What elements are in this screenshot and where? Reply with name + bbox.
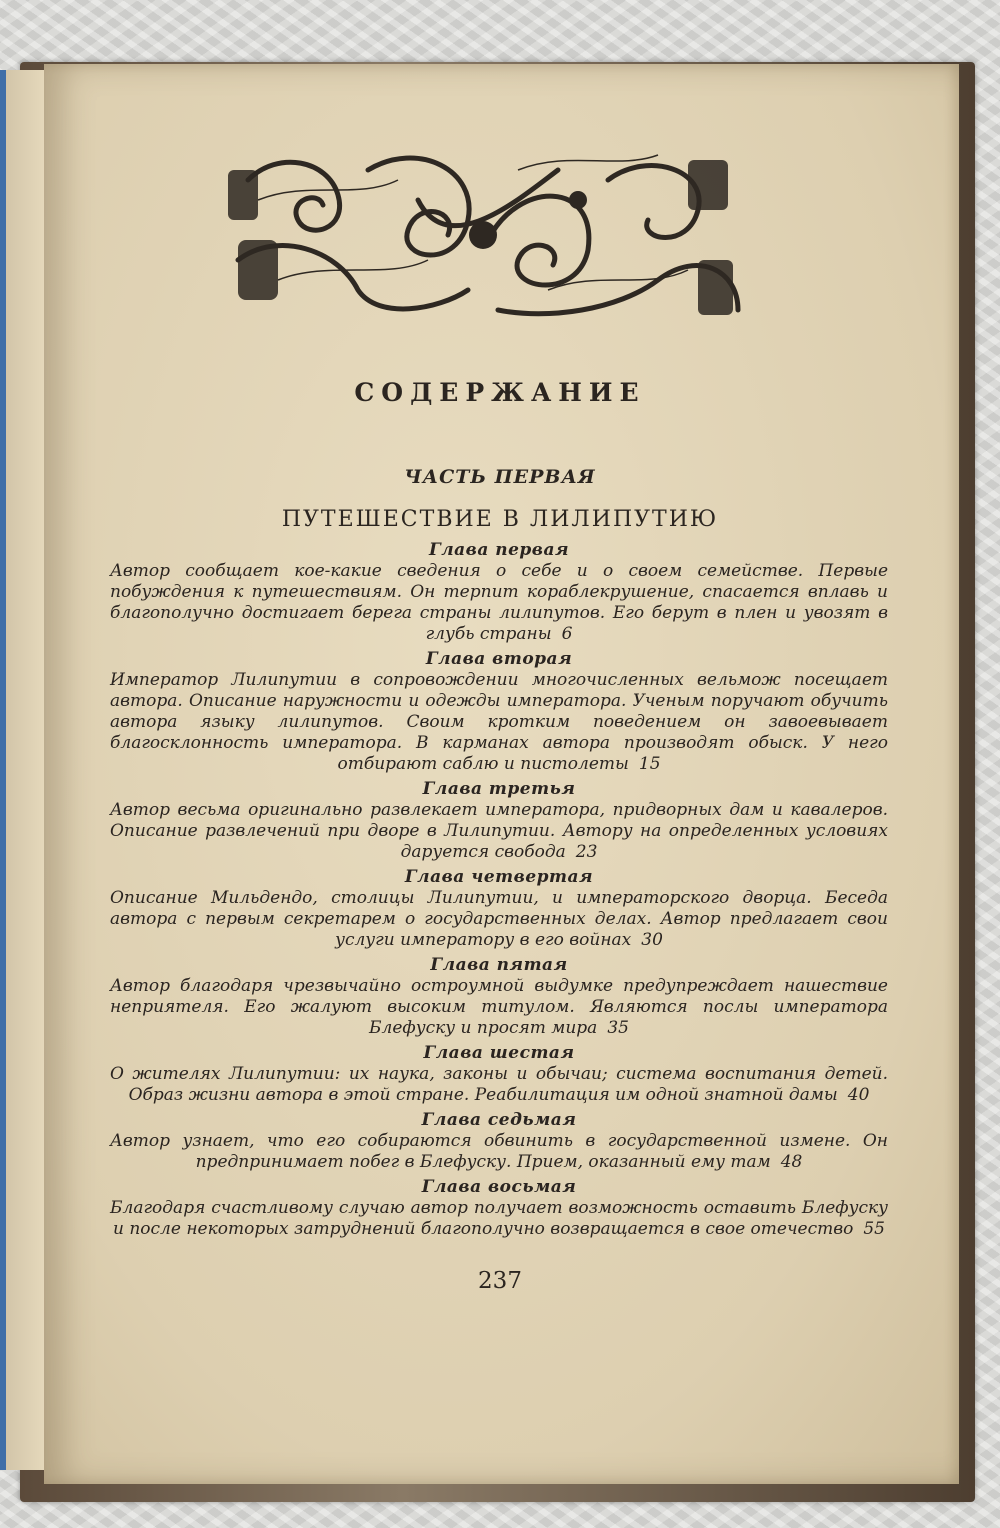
toc-entry[interactable]	[110, 540, 888, 645]
chapter-heading: Глава четвертая	[404, 867, 594, 887]
chapter-summary: О жителях Лилипутии: их наука, законы и обычаи; система воспитания детей. Образ жизни автора в этой стране. Реабилитация им одной знатной дамы 40	[110, 1064, 888, 1105]
chapter-heading: Глава седьмая	[421, 1110, 577, 1130]
chapter-summary: Автор узнает, что его собираются обвинить в государственной измене. Он предпринимает побег в Блефуску. Прием, оказанный ему там 48	[110, 1131, 888, 1172]
toc-entry[interactable]	[110, 867, 888, 951]
page-number: 6	[561, 624, 573, 644]
chapter-heading: Глава пятая	[430, 955, 568, 975]
toc-entry[interactable]	[110, 955, 888, 1039]
chapter-heading: Глава первая	[428, 540, 570, 560]
toc-entry[interactable]	[110, 779, 888, 863]
toc-entry[interactable]	[110, 1110, 888, 1173]
chapter-summary: Император Лилипутии в сопровождении многочисленных вельмож посещает автора. Описание наружности и одежды императора. Ученым поручают обучить автора языку лилипутов. Своим кротким поведением он завоевывает благосклонность императора. В карманах автора производят обыск. У него отбирают саблю и пистолеты 15	[110, 670, 888, 774]
chapter-summary: Описание Мильдендо, столицы Лилипутии, и императорского дворца. Беседа автора с первым секретарем о государственных делах. Автор предлагает свои услуги императору в его войнах 30	[110, 888, 888, 950]
folio-page-number: 237	[478, 1268, 522, 1294]
chapter-heading: Глава третья	[422, 779, 576, 799]
part-heading: ЧАСТЬ ПЕРВАЯ	[404, 466, 596, 488]
table-of-contents	[110, 540, 888, 1244]
toc-entry[interactable]	[110, 649, 888, 775]
chapter-heading: Глава шестая	[423, 1043, 575, 1063]
page-number: 15	[638, 754, 661, 774]
section-title: ПУТЕШЕСТВИЕ В ЛИЛИПУТИЮ	[281, 507, 719, 532]
chapter-summary: Автор благодаря чрезвычайно остроумной выдумке предупреждает нашествие неприятеля. Его жалуют высоким титулом. Являются послы императора Блефуску и просят мира 35	[110, 976, 888, 1038]
chapter-heading: Глава восьмая	[421, 1177, 577, 1197]
page-number: 23	[575, 842, 598, 862]
page-number: 48	[780, 1152, 803, 1172]
page-title: СОДЕРЖАНИЕ	[354, 378, 646, 407]
chapter-summary: Автор весьма оригинально развлекает императора, придворных дам и кавалеров. Описание развлечений при дворе в Лилипутии. Автору на определенных условиях даруется свобода 23	[110, 800, 888, 862]
page-number: 55	[863, 1219, 885, 1239]
page-number: 30	[641, 930, 663, 950]
decorative-ornament-icon	[218, 140, 758, 330]
toc-entry[interactable]	[110, 1043, 888, 1106]
toc-entry[interactable]	[110, 1177, 888, 1240]
chapter-summary: Автор сообщает кое-какие сведения о себе и о своем семействе. Первые побуждения к путешествиям. Он терпит кораблекрушение, спасается вплавь и благополучно достигает берега страны лилипутов. Его берут в плен и увозят в глубь страны 6	[110, 561, 888, 644]
blue-page-edge	[0, 70, 6, 1470]
chapter-summary: Благодаря счастливому случаю автор получает возможность оставить Блефуску и после некоторых затруднений благополучно возвращается в свое отечество 55	[110, 1198, 888, 1239]
page-number: 35	[607, 1018, 629, 1038]
left-page-edge	[0, 70, 46, 1470]
page-number: 40	[847, 1085, 870, 1105]
chapter-heading: Глава вторая	[425, 649, 573, 669]
